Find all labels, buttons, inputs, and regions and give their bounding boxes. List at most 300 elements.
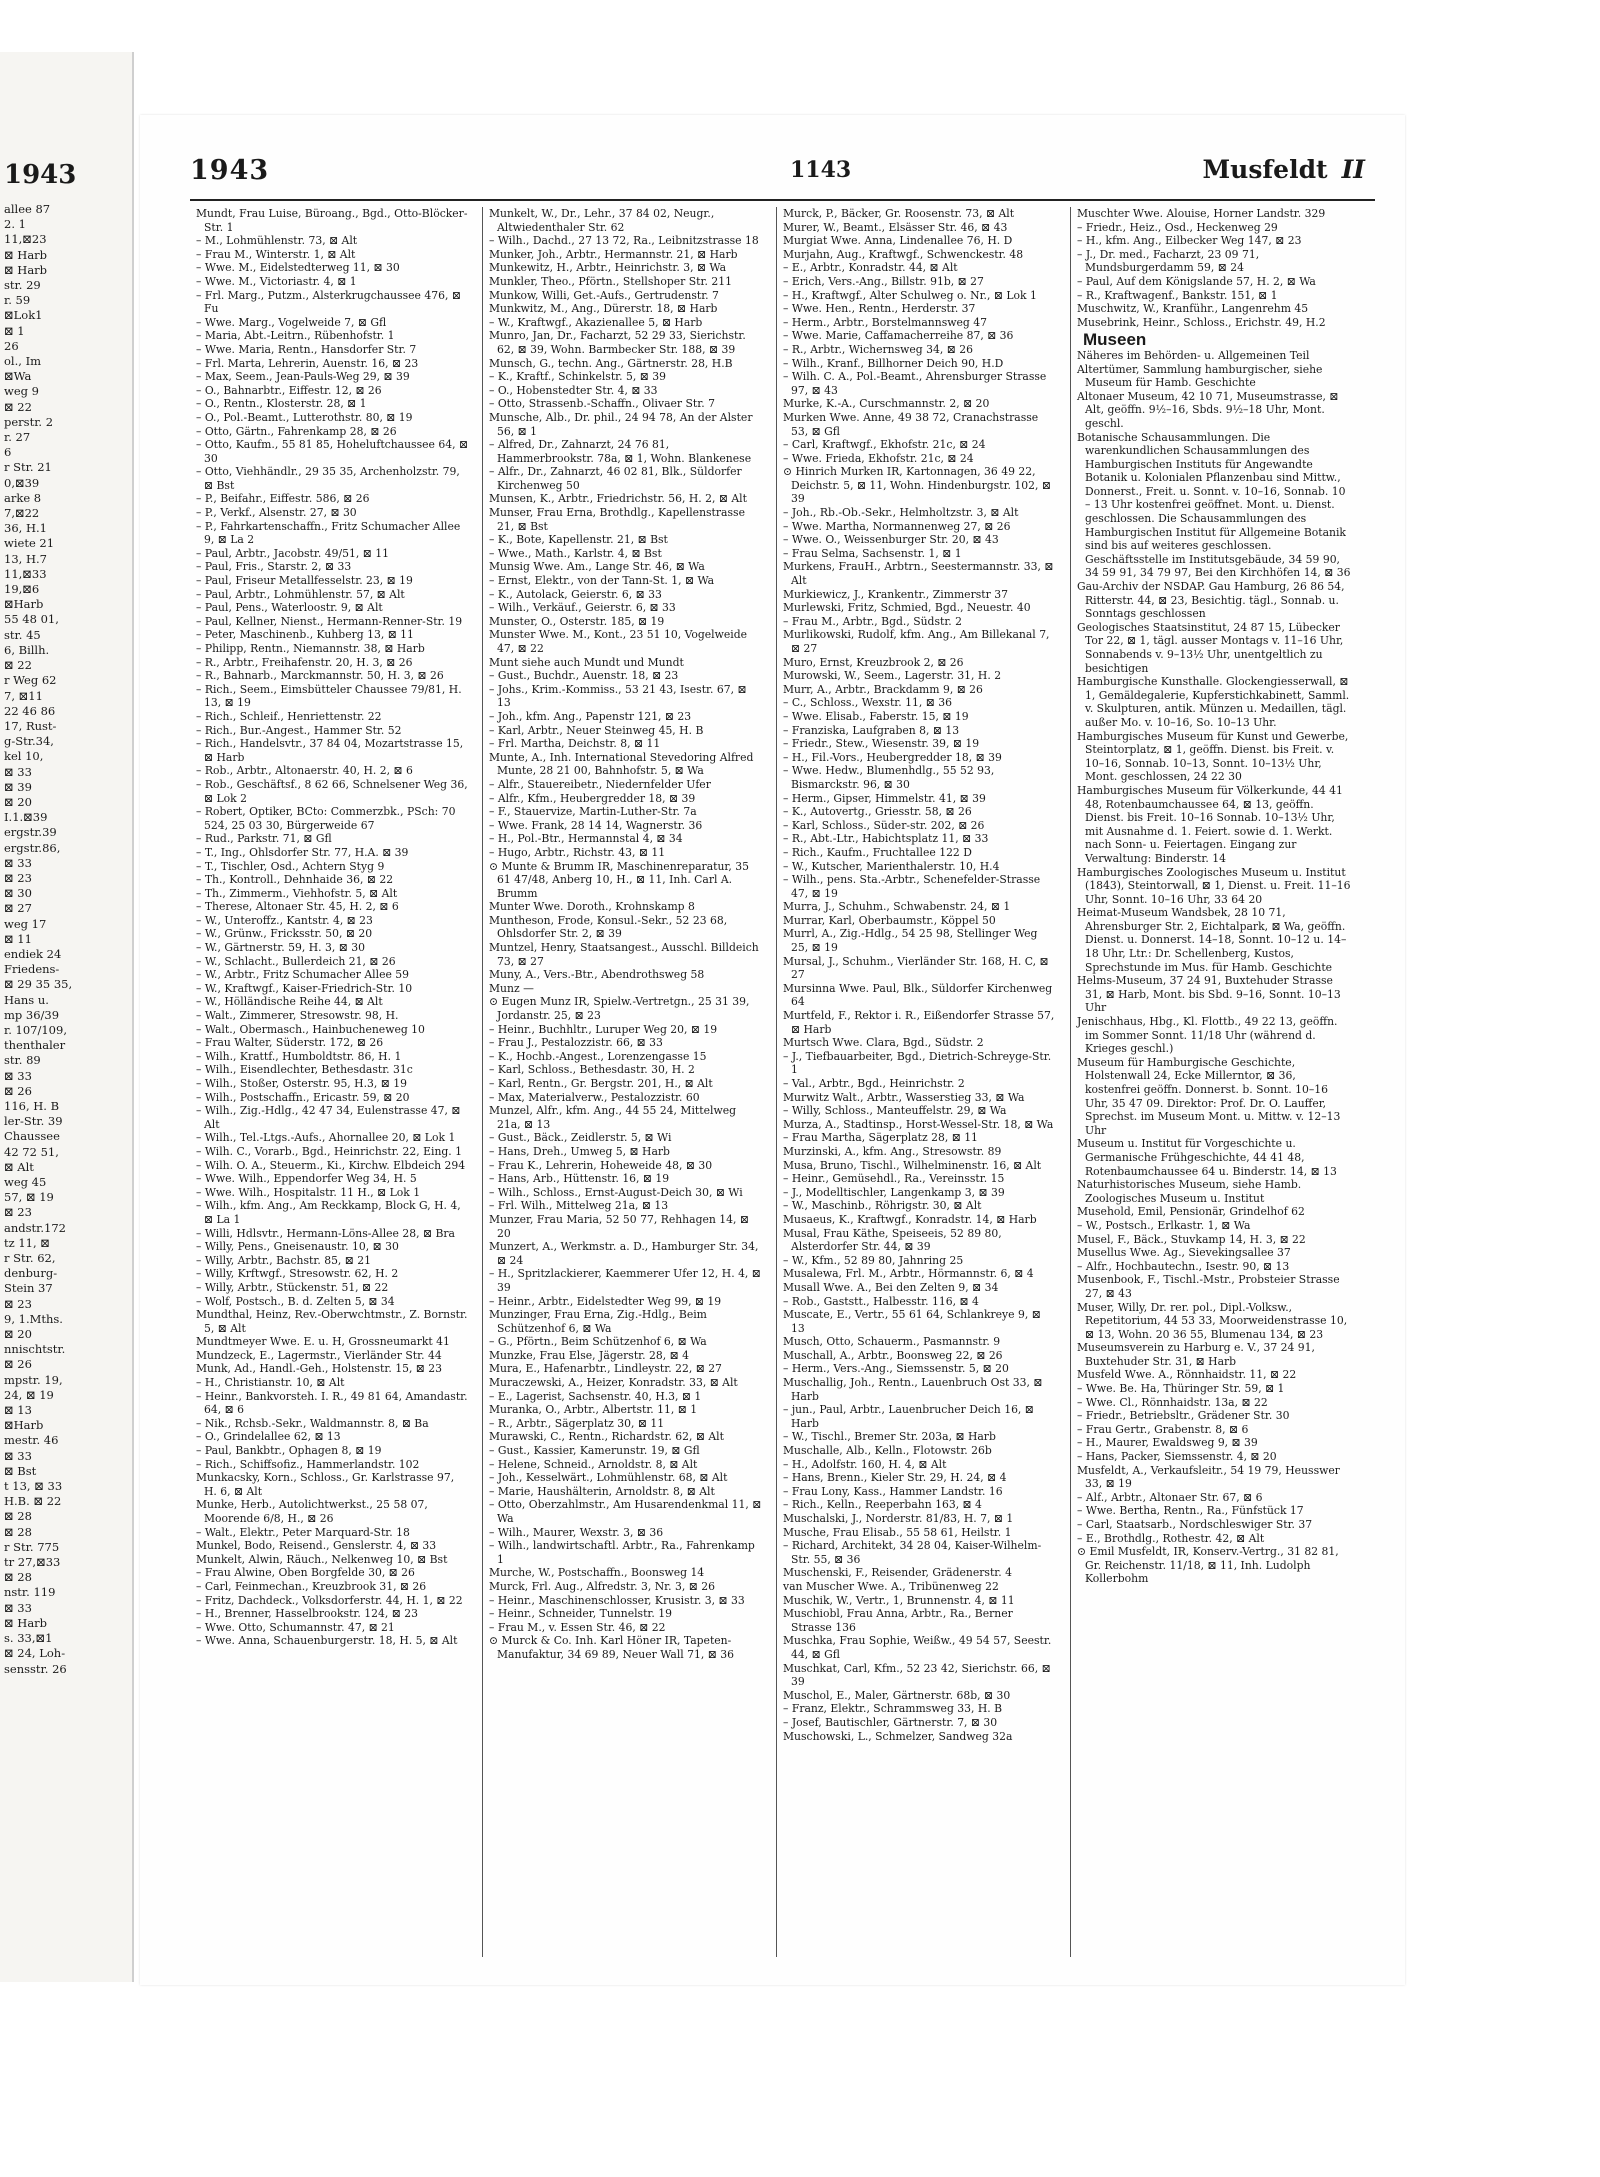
directory-entry: – Nik., Rchsb.-Sekr., Waldmannstr. 8, ⊠ Ba [196,1416,429,1430]
previous-page-line: weg 45 [4,1175,47,1189]
directory-entry: – Rich., Kaufm., Fruchtallee 122 D [783,845,972,859]
previous-page-line: ⊠ 33 [4,1600,32,1615]
column-4 [1070,207,1355,1957]
directory-entry: Murwitz Walt., Arbtr., Wasserstieg 33, ⊠ Wa [783,1090,1025,1104]
directory-entry: – Gust., Buchdr., Auenstr. 18, ⊠ 23 [489,669,679,683]
directory-entry: Murawski, C., Rentn., Richardstr. 62, ⊠ Alt [489,1430,724,1444]
directory-entry: Muschalle, Alb., Kelln., Flotowstr. 26b [783,1444,992,1458]
previous-page-line: ⊠ 33 [4,764,32,779]
directory-entry: – P., Verkf., Alsenstr. 27, ⊠ 30 [196,506,357,520]
directory-entry: – O., Bahnarbtr., Eiffestr. 12, ⊠ 26 [196,383,382,397]
previous-page-line: 7, ⊠11 [4,688,43,703]
directory-entry: – H., Maurer, Ewaldsweg 9, ⊠ 39 [1077,1436,1258,1450]
directory-entry: – G., Pförtn., Beim Schützenhof 6, ⊠ Wa [489,1335,707,1349]
directory-entry: – Helene, Schneid., Arnoldstr. 8, ⊠ Alt [489,1457,698,1471]
directory-entry: – R., Arbtr., Wichernsweg 34, ⊠ 26 [783,342,973,356]
previous-page-line: ⊠ 28 [4,1524,32,1539]
previous-page-line: mpstr. 19, [4,1372,63,1387]
directory-entry: – Frau M., v. Essen Str. 46, ⊠ 22 [489,1620,666,1634]
directory-entry: – W., Gärtnerstr. 59, H. 3, ⊠ 30 [196,941,365,955]
directory-entry: – Wwe., Math., Karlstr. 4, ⊠ Bst [489,546,662,560]
previous-page-line: ⊠ Harb [4,1615,48,1630]
directory-entry: – Rich., Schleif., Henriettenstr. 22 [196,709,382,723]
directory-entry: – Wilh., Krattf., Humboldtstr. 86, H. 1 [196,1049,402,1063]
previous-page-line: wiete 21 [4,536,55,551]
directory-entry: Naturhistorisches Museum, siehe Hamb. Zoologisches Museum u. Institut [1077,1178,1302,1205]
directory-entry: – Frau K., Lehrerin, Hoheweide 48, ⊠ 30 [489,1158,713,1172]
directory-entry: – Rich., Seem., Eimsbütteler Chaussee 79/81, H. 13, ⊠ 19 [196,682,462,710]
directory-entry: – H., Christianstr. 10, ⊠ Alt [196,1376,345,1390]
directory-entry: – Karl, Arbtr., Neuer Steinweg 45, H. B [489,723,704,737]
directory-entry: – Paul, Arbtr., Lohmühlenstr. 57, ⊠ Alt [196,587,405,601]
directory-entry: – W., Arbtr., Fritz Schumacher Allee 59 [196,968,410,982]
directory-entry: – H., kfm. Ang., Eilbecker Weg 147, ⊠ 23 [1077,234,1302,248]
previous-page-line: ergstr.39 [4,825,57,840]
directory-entry: Munro, Jan, Dr., Facharzt, 52 29 33, Sierichstr. 62, ⊠ 39, Wohn. Barmbecker Str. 188, ⊠ 39 [489,329,746,356]
previous-page-line: Hans u. [4,992,49,1007]
directory-entry: – Wwe. Be. Ha, Thüringer Str. 59, ⊠ 1 [1077,1382,1285,1396]
directory-entry: Näheres im Behörden- u. Allgemeinen Teil [1077,348,1310,362]
directory-entry: – Max, Seem., Jean-Pauls-Weg 29, ⊠ 39 [196,370,410,384]
previous-page-line: 42 72 51, [4,1144,59,1159]
directory-entry: Geologisches Staatsinstitut, 24 87 15, Lübecker Tor 22, ⊠ 1, tägl. ausser Montags v. 11–16 Uhr, Sonnabends v. 9–13½ Uhr, unentgeltlich zu besichtigen [1077,620,1344,675]
directory-entry: Muschkat, Carl, Kfm., 52 23 42, Sierichstr. 66, ⊠ 39 [783,1661,1051,1689]
directory-entry: – Richard, Architekt, 34 28 04, Kaiser-Wilhelm-Str. 55, ⊠ 36 [783,1539,1042,1566]
previous-page-line: mp 36/39 [4,1007,60,1022]
previous-page-line: r Str. 775 [4,1539,60,1554]
previous-page-line: ⊠ Harb [4,247,48,262]
directory-entry: Murck, P., Bäcker, Gr. Roosenstr. 73, ⊠ Alt [783,207,1015,220]
directory-entry: – Paul, Pens., Waterloostr. 9, ⊠ Alt [196,601,383,615]
page-number: 1143 [790,157,852,183]
directory-entry: – Frau Lony, Kass., Hammer Landstr. 16 [783,1484,1003,1498]
directory-entry: – Carl, Kraftwgf., Ekhofstr. 21c, ⊠ 24 [783,438,986,452]
directory-entry: – H., Spritzlackierer, Kaemmerer Ufer 12, H. 4, ⊠ 39 [489,1267,761,1294]
directory-entry: Muny, A., Vers.-Btr., Abendrothsweg 58 [489,968,705,982]
directory-entry: – M., Lohmühlenstr. 73, ⊠ Alt [196,234,358,248]
page-year: 1943 [190,155,270,186]
directory-entry: – Wilh., Verkäuf., Geierstr. 6, ⊠ 33 [489,601,676,615]
directory-entry: – Paul, Fris., Starstr. 2, ⊠ 33 [196,560,352,574]
directory-entry: – Therese, Altonaer Str. 45, H. 2, ⊠ 6 [196,900,399,914]
directory-entry: Mura, E., Hafenarbtr., Lindleystr. 22, ⊠ 27 [489,1362,722,1376]
directory-entry: – Willy, Schloss., Manteuffelstr. 29, ⊠ Wa [783,1104,1007,1118]
directory-entry: – H., Fil.-Vors., Heubergredder 18, ⊠ 39 [783,750,1002,764]
directory-entry: – Rud., Parkstr. 71, ⊠ Gfl [196,832,332,846]
directory-entry: – Otto, Strassenb.-Schaffn., Olivaer Str. 7 [489,397,715,411]
directory-entry: – Th., Zimmerm., Viehhofstr. 5, ⊠ Alt [196,886,398,900]
directory-entry: Munster, O., Osterstr. 185, ⊠ 19 [489,614,665,628]
previous-page-line: thenthaler [4,1038,66,1053]
previous-page-line: r. 59 [4,293,31,308]
directory-entry: – Willy, Krftwgf., Stresowstr. 62, H. 2 [196,1267,399,1281]
previous-page-line: ⊠ 20 [4,1327,32,1342]
directory-entry: – Johs., Krim.-Kommiss., 53 21 43, Isestr. 67, ⊠ 13 [489,682,747,710]
directory-entry: – Paul, Arbtr., Jacobstr. 49/51, ⊠ 11 [196,546,389,560]
previous-page-line: s. 33,⊠1 [4,1631,53,1646]
previous-page-line: sensstr. 26 [4,1661,67,1676]
previous-page-line: nnischtstr. [4,1342,66,1357]
directory-entry: – Wilh., Schloss., Ernst-August-Deich 30, ⊠ Wi [489,1185,743,1199]
directory-entry: – K., Bote, Kapellenstr. 21, ⊠ Bst [489,533,668,547]
directory-entry: – Gust., Kassier, Kamerunstr. 19, ⊠ Gfl [489,1444,700,1458]
directory-entry: Munz — [489,981,534,995]
directory-entry: – Paul, Friseur Metallfesselstr. 23, ⊠ 19 [196,574,413,588]
directory-entry: Musche, Frau Elisab., 55 58 61, Heilstr. 1 [783,1525,1012,1539]
previous-page-line: Friedens- [4,962,60,977]
directory-entry: Hamburgisches Museum für Kunst und Gewerbe, Steintorplatz, ⊠ 1, geöffn. Dienst. bis Freit. v. 10–16, Sonnab. 10–13, Sonnt. 10–13½ Uhr, Mont. geschlossen, 24 22 30 [1077,729,1349,784]
directory-entry: – Rich., Kelln., Reeperbahn 163, ⊠ 4 [783,1498,982,1512]
directory-entry: Muntheson, Frode, Konsul.-Sekr., 52 23 68, Ohlsdorfer Str. 2, ⊠ 39 [489,913,728,941]
directory-entry: – W., Kutscher, Marienthalerstr. 10, H.4 [783,859,1000,873]
directory-entry: – Wwe. Frank, 28 14 14, Wagnerstr. 36 [489,818,703,832]
directory-entry: – J., Dr. med., Facharzt, 23 09 71, Mundsburgerdamm 59, ⊠ 24 [1077,247,1260,275]
directory-entry: – Wilh., Zig.-Hdlg., 42 47 34, Eulenstrasse 47, ⊠ Alt [196,1104,461,1131]
directory-entry: Murer, W., Beamt., Elsässer Str. 46, ⊠ 43 [783,220,1008,234]
directory-entry: Murke, K.-A., Curschmannstr. 2, ⊠ 20 [783,397,990,411]
previous-page-line: r Weg 62 [4,673,57,688]
directory-entry: Musel, F., Bäck., Stuvkamp 14, H. 3, ⊠ 22 [1077,1232,1306,1246]
previous-page-line: 24, ⊠ 19 [4,1387,54,1402]
previous-page-line: kel 10, [4,749,44,764]
previous-page-line: 11,⊠23 [4,232,47,247]
directory-entry: Murrar, Karl, Oberbaumstr., Köppel 50 [783,913,996,927]
directory-entry: Hamburgisches Zoologisches Museum u. Institut (1843), Steintorwall, ⊠ 1, Dienst. u. Freit. 11–16 Uhr, Sonnt. 10–16 Uhr, 33 64 20 [1077,865,1351,906]
directory-entry: – Heinr., Buchhltr., Luruper Weg 20, ⊠ 19 [489,1022,718,1036]
directory-entry: – H., Kraftwgf., Alter Schulweg o. Nr., ⊠ Lok 1 [783,288,1037,302]
directory-entry: – Wilh., Kranf., Billhorner Deich 90, H.D [783,356,1004,370]
directory-entry: Muschenski, F., Reisender, Grädenerstr. 4 [783,1566,1013,1580]
directory-entry: Muraczewski, A., Heizer, Konradstr. 33, ⊠ Alt [489,1376,738,1390]
previous-page-line: ⊠Harb [4,597,44,612]
directory-entry: – Josef, Bautischler, Gärtnerstr. 7, ⊠ 30 [783,1715,998,1729]
directory-entry: – W., Kraftwgf., Kaiser-Friedrich-Str. 10 [196,981,413,995]
directory-entry: Murkiewicz, J., Krankentr., Zimmerstr 37 [783,587,1008,601]
previous-page-line: ⊠ 28 [4,1509,32,1524]
directory-entry: – Wwe. Wilh., Eppendorfer Weg 34, H. 5 [196,1172,417,1186]
directory-entry: – Rich., Handelsvtr., 37 84 04, Mozartstrasse 15, ⊠ Harb [196,737,464,764]
directory-entry: – Hans, Dreh., Umweg 5, ⊠ Harb [489,1144,670,1158]
directory-entry: – R., Kraftwagenf., Bankstr. 151, ⊠ 1 [1077,288,1278,302]
directory-entry: – H., Adolfstr. 160, H. 4, ⊠ Alt [783,1457,947,1471]
directory-entry: – Wilh. O. A., Steuerm., Ki., Kirchw. Elbdeich 294 [196,1158,466,1172]
directory-entry: – J., Tiefbauarbeiter, Bgd., Dietrich-Schreyge-Str. 1 [783,1049,1052,1077]
previous-page-lines [4,202,72,1677]
previous-page-line: ⊠ 23 [4,1205,32,1220]
previous-page-line: ol., Im [4,354,42,369]
directory-entry: Muschka, Frau Sophie, Weißw., 49 54 57, Seestr. 44, ⊠ Gfl [783,1634,1052,1661]
directory-entry: ⊙ Eugen Munz IR, Spielw.-Vertretgn., 25 31 39, Jordanstr. 25, ⊠ 23 [489,995,750,1023]
directory-entry: – Wilh., Tel.-Ltgs.-Aufs., Ahornallee 20, ⊠ Lok 1 [196,1131,456,1145]
previous-page-line: 55 48 01, [4,612,59,627]
directory-entry: – Wwe. Hedw., Blumenhdlg., 55 52 93, Bismarckstr. 96, ⊠ 30 [783,764,995,791]
previous-page-line: ⊠ 20 [4,794,32,809]
directory-entry: – Rob., Geschäftsf., 8 62 66, Schnelsener Weg 36, ⊠ Lok 2 [196,777,468,805]
directory-entry: – Wilh., landwirtschaftl. Arbtr., Ra., Fahrenkamp 1 [489,1539,755,1566]
previous-page-line: ⊠ 33 [4,1448,32,1463]
directory-entry: – Erich, Vers.-Ang., Billstr. 91b, ⊠ 27 [783,274,984,288]
directory-entry: Munke, Herb., Autolichtwerkst., 25 58 07, Moorende 6/8, H., ⊠ 26 [196,1498,428,1525]
directory-entry: – Joh., Rb.-Ob.-Sekr., Helmholtzstr. 3, ⊠ Alt [783,506,1019,520]
directory-entry: Botanische Schausammlungen. Die warenkundlichen Schausammlungen des Hamburgischen Instituts für Angewandte Botanik u. Kolonialen Pflanzenbau sind Mittw., Donnerst., Freit. u. Sonnt. v. 10–16, Sonnab. 10 – 13 Uhr kostenfrei geöffnet. Mont. u. Dienst. geschlossen. Die Schausammlungen des Hamburgischen Institut für Allgemeine Botanik sind bis auf weiteres geschlossen. Geschäftsstelle im Institutsgebäude, 34 59 90, 34 59 91, 34 79 97, Bei den Kirchhöfen 14, ⊠ 36 [1077,430,1351,580]
previous-page-line: denburg- [4,1266,58,1281]
directory-entry: – Joh., Kesselwärt., Lohmühlenstr. 68, ⊠ Alt [489,1471,728,1485]
directory-entry: – Franz, Elektr., Schrammsweg 33, H. B [783,1702,1003,1716]
directory-entry: van Muscher Wwe. A., Tribünenweg 22 [783,1579,999,1593]
directory-entry: – Wwe. Otto, Schumannstr. 47, ⊠ 21 [196,1620,395,1634]
directory-entry: – Wilh., Postschaffn., Ericastr. 59, ⊠ 20 [196,1090,410,1104]
directory-entry: – Friedr., Betriebsltr., Grädener Str. 30 [1077,1409,1290,1423]
previous-page-line: 13, H.7 [4,551,47,566]
section-heading: Museen [1083,330,1147,350]
directory-entry: – W., Hölländische Reihe 44, ⊠ Alt [196,995,383,1009]
directory-entry: – Wilh., pens. Sta.-Arbtr., Schenefelder-Strasse 47, ⊠ 19 [783,873,1041,900]
directory-entry: – K., Autolack, Geierstr. 6, ⊠ 33 [489,587,662,601]
directory-entry: – J., Modelltischler, Langenkamp 3, ⊠ 39 [783,1185,1005,1199]
directory-entry: – Otto, Oberzahlmstr., Am Husarendenkmal 11, ⊠ Wa [489,1498,762,1525]
directory-entry: Munzinger, Frau Erna, Zig.-Hdlg., Beim Schützenhof 6, ⊠ Wa [489,1308,707,1335]
directory-entry: – Th., Kontroll., Dehnhaide 36, ⊠ 22 [196,873,394,887]
directory-entry: – Carl, Feinmechan., Kreuzbrook 31, ⊠ 26 [196,1579,427,1593]
previous-page-line: ⊠ 39 [4,779,32,794]
directory-entry: – R., Bahnarb., Marckmannstr. 50, H. 3, ⊠ 26 [196,669,444,683]
directory-entry: Munzer, Frau Maria, 52 50 77, Rehhagen 14, ⊠ 20 [489,1212,749,1240]
directory-entry: Hamburgische Kunsthalle. Glockengiesserwall, ⊠ 1, Gemäldegalerie, Kupferstichkabinett, Samml. v. Skulpturen, antik. Münzen u. Medaillen, tägl. außer Mo. v. 10–16, So. 10–13 Uhr. [1077,675,1350,729]
previous-page-fragment [0,52,134,1982]
directory-entry: Munt siehe auch Mundt und Mundt [489,655,684,669]
directory-entry: – Maria, Abt.-Leitrn., Rübenhofstr. 1 [196,329,395,343]
directory-entry: Muschwitz, W., Kranführ., Langenrehm 45 [1077,302,1309,316]
directory-entry: Munzke, Frau Else, Jägerstr. 28, ⊠ 4 [489,1348,689,1362]
directory-entry: Munker, Joh., Arbtr., Hermannstr. 21, ⊠ Harb [489,247,738,261]
previous-page-line: r. 27 [4,430,31,445]
directory-entry: Murza, A., Stadtinsp., Horst-Wessel-Str. 18, ⊠ Wa [783,1117,1054,1131]
directory-entry: – Wwe. Marie, Caffamacherreihe 87, ⊠ 36 [783,329,1014,343]
directory-entry: Hamburgisches Museum für Völkerkunde, 44 41 48, Rotenbaumchaussee 64, ⊠ 13, geöffn. Dienst. bis Freit. 10–16 Sonnab. 10–13½ Uhr, mit Ausnahme d. 1. Feiert. sowie d. 1. Werkt. nach Sonn- u. Feiertagen. Eingang zur Verwaltung: Binderstr. 14 [1077,783,1343,865]
directory-entry: – Wwe. Bertha, Rentn., Ra., Fünfstück 17 [1077,1504,1304,1518]
directory-entry: – Wwe. Wilh., Hospitalstr. 11 H., ⊠ Lok 1 [196,1185,421,1199]
directory-entry: Munkewitz, H., Arbtr., Heinrichstr. 3, ⊠ Wa [489,261,727,275]
directory-entry: Heimat-Museum Wandsbek, 28 10 71, Ahrensburger Str. 2, Eichtalpark, ⊠ Wa, geöffn. Dienst. u. Donnerst. 14–18, Sonnt. 10–12 u. 14–18 Uhr, Ltr.: Dr. Schellenberg, Kustos, Sprechstunde im Mus. für Hamb. Geschichte [1077,906,1347,974]
directory-entry: Murche, W., Postschaffn., Boonsweg 14 [489,1566,705,1580]
directory-entry: – Max, Materialverw., Pestalozzistr. 60 [489,1090,700,1104]
previous-page-line: arke 8 [4,490,42,505]
directory-entry: – Philipp, Rentn., Niemannstr. 38, ⊠ Harb [196,642,425,655]
directory-entry: Murken Wwe. Anne, 49 38 72, Cranachstrasse 53, ⊠ Gfl [783,410,1039,438]
previous-page-line: 57, ⊠ 19 [4,1190,54,1205]
directory-entry: – Paul, Kellner, Nienst., Hermann-Renner-Str. 19 [196,614,463,628]
directory-entry: Munkelt, Alwin, Räuch., Nelkenweg 10, ⊠ Bst [196,1552,448,1566]
directory-entry: Muscate, E., Vertr., 55 61 64, Schlankreye 9, ⊠ 13 [783,1308,1041,1335]
directory-entry: ⊙ Hinrich Murken IR, Kartonnagen, 36 49 22, Deichstr. 5, ⊠ 11, Wohn. Hindenburgstr. 102, ⊠ 39 [783,465,1051,506]
previous-page-line: tr 27,⊠33 [4,1555,61,1570]
directory-entry: Murtfeld, F., Rektor i. R., Eißendorfer Strasse 57, ⊠ Harb [783,1009,1055,1036]
directory-entry: Mundtmeyer Wwe. E. u. H, Grossneumarkt 41 [196,1335,450,1349]
previous-page-line: r. 107/109, [4,1022,67,1037]
directory-entry: – Wilh., Dachd., 27 13 72, Ra., Leibnitzstrasse 18 [489,234,759,248]
previous-page-line: ⊠ 23 [4,870,32,885]
directory-entry: Muro, Ernst, Kreuzbrook 2, ⊠ 26 [783,655,964,669]
directory-entry: Muschallig, Joh., Rentn., Lauenbruch Ost 33, ⊠ Harb [783,1376,1043,1403]
previous-page-line: ⊠ 33 [4,1068,32,1083]
previous-page-line: ⊠ 13 [4,1403,32,1418]
directory-entry: ⊙ Munte & Brumm IR, Maschinenreparatur, 35 61 47/48, Anberg 10, H., ⊠ 11, Inh. Carl A. Brumm [489,859,750,900]
previous-page-line: str. 45 [4,627,41,642]
previous-page-year: 1943 [4,160,77,190]
directory-entry: Muschiobl, Frau Anna, Arbtr., Ra., Berner Strasse 136 [783,1607,1013,1634]
directory-entry: – Wwe. Frieda, Ekhofstr. 21c, ⊠ 24 [783,451,974,465]
previous-page-line: 2. 1 [4,217,26,232]
directory-entry: – Wwe. Maria, Rentn., Hansdorfer Str. 7 [196,342,417,356]
directory-entry: – Carl, Staatsarb., Nordschleswiger Str. 37 [1077,1518,1313,1531]
previous-page-line: ⊠ 26 [4,1357,32,1372]
directory-entry: Musellus Wwe. Ag., Sievekingsallee 37 [1077,1246,1291,1260]
directory-entry: ⊙ Murck & Co. Inh. Karl Höner IR, Tapeten-Manufaktur, 34 69 89, Neuer Wall 71, ⊠ 36 [489,1634,734,1661]
directory-entry: – Willi, Hdlsvtr., Hermann-Löns-Allee 28, ⊠ Bra [196,1226,455,1240]
previous-page-line: str. 29 [4,278,41,293]
directory-entry: – R., Arbtr., Sägerplatz 30, ⊠ 11 [489,1416,665,1430]
directory-entry: – Peter, Maschinenb., Kuhberg 13, ⊠ 11 [196,628,414,642]
directory-entry: Munsig Wwe. Am., Lange Str. 46, ⊠ Wa [489,560,705,574]
directory-entry: – Walt., Zimmerer, Stresowstr. 98, H. [196,1009,399,1023]
previous-page-line: 6, Billh. [4,642,50,657]
directory-entry: – Frau Gertr., Grabenstr. 8, ⊠ 6 [1077,1422,1249,1436]
previous-page-line: r Str. 62, [4,1251,56,1266]
directory-entry: – Frau J., Pestalozzistr. 66, ⊠ 33 [489,1036,663,1050]
directory-entry: – Hans, Brenn., Kieler Str. 29, H. 24, ⊠ 4 [783,1471,1007,1485]
directory-entry: Murjahn, Aug., Kraftwgf., Schwenckestr. 48 [783,247,1024,261]
directory-entry: – Heinr., Schneider, Tunnelstr. 19 [489,1607,673,1621]
directory-entry: – Wilh., Maurer, Wexstr. 3, ⊠ 36 [489,1525,664,1539]
previous-page-line: allee 87 [4,202,51,216]
directory-page [140,115,1405,1985]
directory-entry: – K., Autovertg., Griesstr. 58, ⊠ 26 [783,805,972,819]
directory-entry: – Heinr., Arbtr., Eidelstedter Weg 99, ⊠ 19 [489,1294,722,1308]
directory-entry: – Wwe. Hen., Rentn., Herderstr. 37 [783,302,976,316]
directory-entry: Munsch, G., techn. Ang., Gärtnerstr. 28, H.B [489,356,733,370]
directory-entry: Murkens, FrauH., Arbtrn., Seestermannstr. 33, ⊠ Alt [783,560,1054,588]
directory-entry: – Alfr., Hochbautechn., Isestr. 90, ⊠ 13 [1077,1259,1290,1273]
directory-entry: Muschol, E., Maler, Gärtnerstr. 68b, ⊠ 30 [783,1688,1011,1702]
directory-entry: Murra, J., Schuhm., Schwabenstr. 24, ⊠ 1 [783,900,1011,914]
previous-page-line: weg 9 [4,384,39,399]
directory-entry: – P., Fahrkartenschaffn., Fritz Schumacher Allee 9, ⊠ La 2 [196,519,461,547]
directory-entry: Altonaer Museum, 42 10 71, Museumstrasse, ⊠ Alt, geöffn. 9½–16, Sbds. 9½–18 Uhr, Mont. geschl. [1077,389,1339,430]
directory-entry: Mundt, Frau Luise, Büroang., Bgd., Otto-Blöcker-Str. 1 [196,207,468,234]
directory-entry: Muntzel, Henry, Staatsangest., Ausschl. Billdeich 73, ⊠ 27 [489,941,759,968]
previous-page-line: 7,⊠22 [4,506,40,521]
previous-page-line: ⊠ 11 [4,931,32,946]
previous-page-line: ⊠Wa [4,369,32,384]
previous-page-line: tz 11, ⊠ [4,1235,50,1250]
directory-entry: Munte, A., Inh. International Stevedoring Alfred Munte, 28 21 00, Bahnhofstr. 5, ⊠ Wa [489,750,754,778]
directory-entry: – Willy, Arbtr., Stückenstr. 51, ⊠ 22 [196,1280,389,1294]
directory-entry: – Wwe. M., Victoriastr. 4, ⊠ 1 [196,274,357,288]
directory-entry: – K., Kraftf., Schinkelstr. 5, ⊠ 39 [489,370,666,384]
directory-entry: Murrl, A., Zig.-Hdlg., 54 25 98, Stellinger Weg 25, ⊠ 19 [783,927,1038,955]
directory-entry: – W., Maschinb., Röhrigstr. 30, ⊠ Alt [783,1199,982,1213]
directory-entry: – Ernst, Elektr., von der Tann-St. 1, ⊠ Wa [489,574,715,588]
directory-entry: – W., Unteroffz., Kantstr. 4, ⊠ 23 [196,913,373,927]
previous-page-line: 116, H. B [4,1098,60,1113]
previous-page-line: perstr. 2 [4,414,54,429]
directory-entry: – Karl, Schloss., Süder-str. 202, ⊠ 26 [783,818,985,832]
directory-entry: Gau-Archiv der NSDAP. Gau Hamburg, 26 86 54, Ritterstr. 44, ⊠ 23, Besichtig. tägl., Sonnab. u. Sonntags geschlossen [1077,580,1345,621]
previous-page-line: ⊠ 27 [4,901,32,916]
directory-entry: – Wwe. Marg., Vogelweide 7, ⊠ Gfl [196,315,387,329]
column-1 [190,207,474,1957]
directory-entry: Muschowski, L., Schmelzer, Sandweg 32a [783,1729,1013,1743]
directory-entry: – Alf., Arbtr., Altonaer Str. 67, ⊠ 6 [1077,1490,1263,1504]
directory-entry: – Paul, Auf dem Königslande 57, H. 2, ⊠ Wa [1077,274,1316,288]
directory-entry: Mursinna Wwe. Paul, Blk., Süldorfer Kirchenweg 64 [783,981,1053,1009]
previous-page-line: 36, H.1 [4,521,47,536]
previous-page-line: mestr. 46 [4,1433,59,1448]
running-head [1202,155,1365,184]
directory-entry: Munkel, Bodo, Reisend., Genslerstr. 4, ⊠ 33 [196,1539,437,1553]
previous-page-line: ⊠ 26 [4,1083,32,1098]
directory-entry: – Heinr., Maschinenschlosser, Krusistr. 3, ⊠ 33 [489,1593,745,1607]
directory-entry: – Rich., Schiffsofiz., Hammerlandstr. 102 [196,1457,420,1471]
previous-page-line: ler-Str. 39 [4,1114,63,1129]
directory-entry: – Rob., Arbtr., Altonaerstr. 40, H. 2, ⊠ 6 [196,764,413,778]
directory-entry: – Alfr., Stauereibetr., Niedernfelder Ufer [489,777,711,791]
previous-page-line: H.B. ⊠ 22 [4,1494,62,1509]
previous-page-line: ⊠ 28 [4,1570,32,1585]
directory-entry: – K., Hochb.-Angest., Lorenzengasse 15 [489,1049,707,1063]
directory-entry: Musfeldt, A., Verkaufsleitr., 54 19 79, Heusswег 33, ⊠ 19 [1077,1463,1341,1491]
previous-page-line: ⊠ 30 [4,886,32,901]
previous-page-line: ⊠Harb [4,1418,44,1433]
directory-entry: – Frl. Marta, Lehrerin, Auenstr. 16, ⊠ 23 [196,356,419,370]
directory-entry: – Wwe. Elisab., Faberstr. 15, ⊠ 19 [783,709,969,723]
directory-entry: Musalewa, Frl. M., Arbtr., Hörmannstr. 6, ⊠ 4 [783,1267,1034,1281]
directory-entry: – E., Lagerist, Sachsenstr. 40, H.3, ⊠ 1 [489,1389,702,1403]
directory-entry: – Willy, Pens., Gneisenaustr. 10, ⊠ 30 [196,1240,399,1254]
directory-entry: – Val., Arbtr., Bgd., Heinrichstr. 2 [783,1077,965,1090]
directory-entry: – Otto, Kaufm., 55 81 85, Hoheluftchaussee 64, ⊠ 30 [196,438,468,465]
previous-page-line: 26 [4,338,19,353]
directory-entry: Munkow, Willi, Get.-Aufs., Gertrudenstr. 7 [489,288,719,302]
previous-page-line: 9, 1.Mths. [4,1311,63,1326]
previous-page-line: ⊠ 29 35 35, [4,977,73,992]
directory-entry: Murtsch Wwe. Clara, Bgd., Südstr. 2 [783,1036,984,1050]
directory-entry: Mundzeck, E., Lagermstr., Vierländer Str. 44 [196,1348,442,1362]
directory-entry: – Fritz, Dachdeck., Volksdorferstr. 44, H. 1, ⊠ 22 [196,1593,463,1607]
directory-entry: – O., Grindelallee 62, ⊠ 13 [196,1430,341,1444]
directory-entry: – W., Grünw., Fricksstr. 50, ⊠ 20 [196,927,373,941]
directory-entry: Murzinski, A., kfm. Ang., Stresowstr. 89 [783,1144,1002,1158]
previous-page-line: ⊠ 23 [4,1296,32,1311]
directory-entry: Munser, Frau Erna, Brothdlg., Kapellenstrasse 21, ⊠ Bst [489,506,745,533]
directory-entry: – E., Arbtr., Konradstr. 44, ⊠ Alt [783,261,958,275]
directory-entry: – Wwe. O., Weissenburger Str. 20, ⊠ 43 [783,533,999,547]
previous-page-line: str. 89 [4,1053,41,1068]
directory-entry: – Frau Alwine, Oben Borgfelde 30, ⊠ 26 [196,1566,415,1580]
directory-entry: Munter Wwe. Doroth., Krohnskamp 8 [489,900,695,914]
directory-entry: Munkelt, W., Dr., Lehr., 37 84 02, Neugr., Altwiedenthaler Str. 62 [489,207,715,234]
previous-page-line: ⊠ Harb [4,262,48,277]
directory-entry: ⊙ Emil Musfeldt, IR, Konserv.-Vertrg., 31 82 81, Gr. Reichenstr. 11/18, ⊠ 11, Inh. Ludolph Kollerbohm [1077,1545,1339,1586]
directory-entry: – Wilh. C., Vorarb., Bgd., Heinrichstr. 22, Eing. 1 [196,1144,463,1158]
directory-entry: – O., Hobenstedter Str. 4, ⊠ 33 [489,383,658,397]
directory-entry: – Alfr., Kfm., Heubergredder 18, ⊠ 39 [489,791,696,805]
directory-entry: – Robert, Optiker, BCto: Commerzbk., PSch: 70 524, 25 03 30, Bürgerweide 67 [196,805,456,832]
directory-entry: – Rich., Bur.-Angest., Hammer Str. 52 [196,723,402,737]
previous-page-line: ergstr.86, [4,840,61,855]
directory-entry: – W., Kfm., 52 89 80, Jahnring 25 [783,1253,964,1267]
directory-entry: Munk, Ad., Handl.-Geh., Holstenstr. 15, ⊠ 23 [196,1362,443,1376]
